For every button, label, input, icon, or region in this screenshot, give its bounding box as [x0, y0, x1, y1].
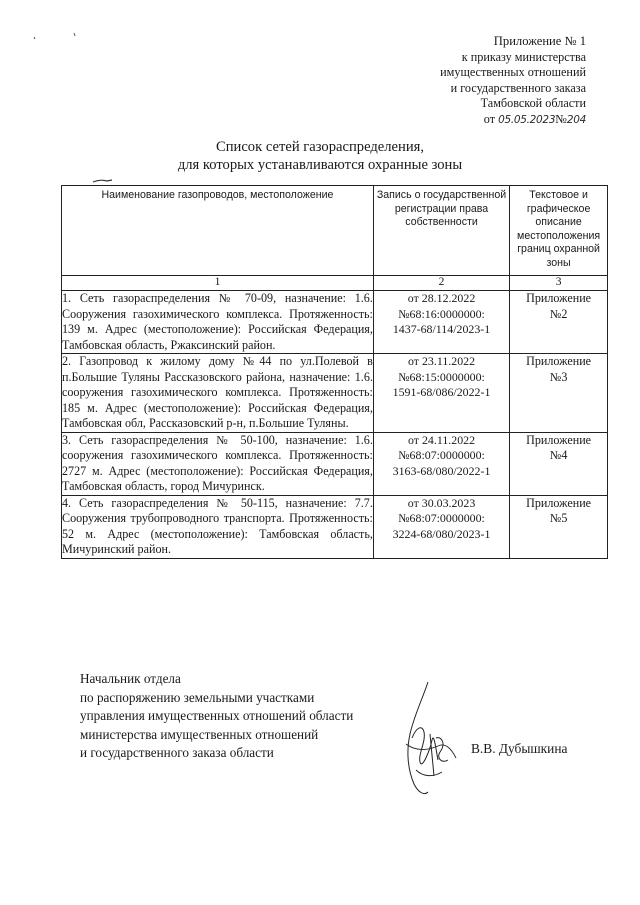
- scan-marks: [30, 30, 90, 42]
- order-date-line: [440, 112, 586, 129]
- column-number: 1: [62, 276, 374, 291]
- registration-record: [373, 432, 509, 495]
- network-description: 4. Сеть газораспределения № 50-115, назначение: 7.7. Сооружения трубопроводного транспорта. Протяженность: 52 м. Адрес (местоположение): Тамбовская область, Мичуринский район.: [62, 495, 373, 556]
- title-line-2: для которых устанавливаются охранные зоны: [177, 157, 463, 173]
- appendix-word: Приложение: [526, 432, 592, 447]
- handwritten-signature: [392, 680, 462, 800]
- table-row: [62, 495, 608, 558]
- appendix-word: Приложение: [526, 291, 592, 305]
- signatory-name: В.В. Дубышкина: [471, 741, 568, 756]
- cadastral-number: №68:07:0000000:: [398, 511, 485, 525]
- header-line-order: к приказу министерства: [461, 49, 586, 64]
- column-number-row: [62, 276, 608, 291]
- handwritten-date: 05.05.2023: [498, 113, 556, 126]
- header-name-location: Наименование газопроводов, местоположение: [62, 186, 374, 276]
- table-row: [62, 432, 608, 495]
- position-line-4: министерства имущественных отношений: [80, 726, 319, 742]
- registration-date: от 28.12.2022: [407, 291, 476, 305]
- registration-number: 3224-68/080/2023-1: [392, 526, 491, 541]
- appendix-reference: [510, 495, 608, 558]
- header-line-region: Тамбовской области: [480, 96, 586, 111]
- cadastral-number: №68:16:0000000:: [398, 306, 485, 321]
- cadastral-number: №68:15:0000000:: [398, 369, 485, 384]
- network-description: 1. Сеть газораспределения № 70-09, назначение: 1.6. Сооружения газохимического комплекса. Протяженность: 139 м. Адрес (местоположение): Российская Федерация, Тамбовская область, Ржаксинский район.: [62, 291, 373, 352]
- appendix-word: Приложение: [526, 495, 592, 510]
- network-description: 3. Сеть газораспределения № 50-100, назначение: 1.6. сооружения газохимического комплекса. Протяженность: 2727 м. Адрес (местоположение): Российская Федерация, Тамбовская область, город Мичуринск.: [62, 432, 373, 493]
- date-prefix: от: [483, 111, 496, 126]
- registration-record: [373, 495, 509, 558]
- column-number: 3: [510, 276, 608, 291]
- position-line-5: и государственного заказа области: [80, 745, 274, 761]
- registration-number: 1437-68/114/2023-1: [392, 322, 491, 336]
- appendix-ref-number: №2: [549, 306, 568, 321]
- appendix-ref-number: №5: [549, 511, 568, 525]
- registration-number: 1591-68/086/2022-1: [392, 385, 491, 399]
- column-number: 2: [373, 276, 509, 291]
- registration-record: [373, 354, 509, 433]
- appendix-number: Приложение № 1: [493, 34, 586, 48]
- cadastral-number: №68:07:0000000:: [398, 448, 485, 462]
- appendix-ref-number: №3: [549, 369, 568, 384]
- header-line-procurement: и государственного заказа: [450, 80, 586, 95]
- number-sign: №: [555, 111, 567, 126]
- scan-smudge: [92, 178, 114, 184]
- appendix-word: Приложение: [526, 354, 592, 368]
- header-boundary-description: Текстовое и графическое описание местоположения границ охранной зоны: [510, 186, 608, 276]
- registration-date: от 23.11.2022: [408, 354, 476, 368]
- header-line-ministry: имущественных отношений: [440, 65, 586, 80]
- position-line-1: Начальник отдела: [80, 671, 181, 686]
- appendix-ref-number: №4: [549, 448, 568, 462]
- table-row: [62, 354, 608, 433]
- appendix-reference: [510, 291, 608, 354]
- signatory-position: [80, 670, 353, 763]
- registration-date: от 24.11.2022: [408, 432, 476, 447]
- position-line-3: управления имущественных отношений области: [80, 708, 354, 724]
- table-header-row: [62, 186, 608, 276]
- title-line-1: Список сетей газораспределения,: [215, 139, 425, 155]
- table-row: [62, 291, 608, 354]
- gas-networks-table: [61, 185, 608, 559]
- registration-date: от 30.03.2023: [407, 495, 476, 510]
- header-registration: Запись о государственной регистрации права собственности: [373, 186, 509, 276]
- appendix-header: [440, 34, 586, 129]
- network-description: 2. Газопровод к жилому дому №44 по ул.Полевой в п.Большие Туляны Рассказовского района, назначение: 1.6. сооружения газохимического комплекса. Протяженность: 185 м. Адрес (местоположение): Российская Федерация, Тамбовская обл, Рассказовский р-н, п.Большие Туляны.: [62, 354, 373, 430]
- appendix-reference: [510, 432, 608, 495]
- appendix-reference: [510, 354, 608, 433]
- handwritten-order-number: 204: [566, 113, 586, 126]
- registration-record: [373, 291, 509, 354]
- registration-number: 3163-68/080/2022-1: [392, 463, 491, 478]
- document-title: [0, 138, 640, 174]
- position-line-2: по распоряжению земельными участками: [80, 689, 315, 705]
